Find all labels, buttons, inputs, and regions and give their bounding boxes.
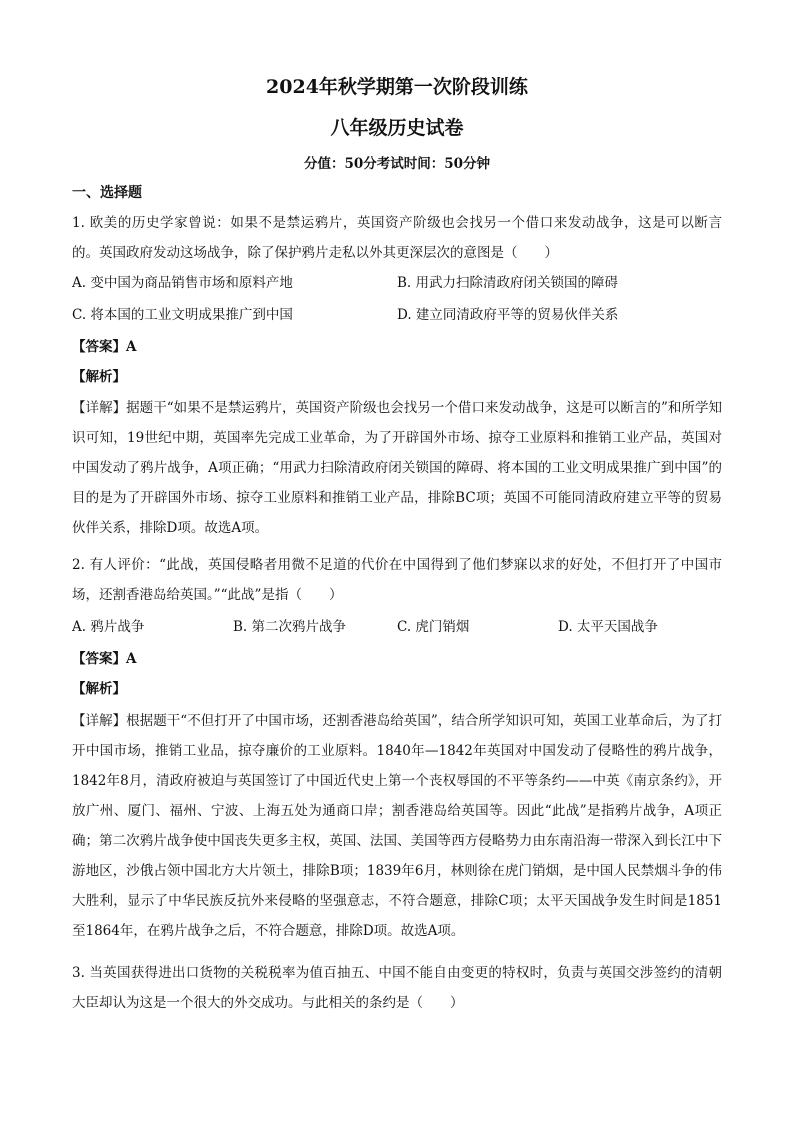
section-heading: 一、选择题 [72, 185, 142, 201]
q1-answer: 【答案】A [72, 339, 137, 355]
q2-answer: 【答案】A [72, 651, 137, 667]
q2-analysis-label: 【解析】 [72, 681, 126, 697]
exam-info: 分值：50分考试时间：50分钟 [303, 156, 491, 172]
q2-option-d: D. 太平天国战争 [558, 619, 658, 635]
exam-subtitle: 八年级历史试卷 [330, 117, 464, 139]
q1-stem: 1. 欧美的历史学家曾说：如果不是禁运鸦片，英国资产阶级也会找另一个借口来发动战争，这是可以断言的。英国政府发动这场战争，除了保护鸦片走私以外其更深层次的意图是（ ） [72, 215, 722, 261]
q1-option-b: B. 用武力扫除清政府闭关锁国的障碍 [397, 275, 619, 291]
q2-detail: 【详解】根据题干“不但打开了中国市场，还割香港岛给英国”，结合所学知识可知，英国工业革命后，为了打开中国市场，推销工业品，掠夺廉价的工业原料。1840年—1842年英国对中国发动了侵略性的鸦片战争，1842年8月，清政府被迫与英国签订了中国近代史上第一个丧权辱国的不平等条约——中英《南京条约》，开放广州、厦门、福州、宁波、上海五处为通商口岸；割香港岛给英国等。因此“此战”是指鸦片战争，A项正确；第二次鸦片战争使中国丧失更多主权，英国、法国、美国等西方侵略势力由东南沿海一带深入到长江中下游地区，沙俄占领中国北方大片领土，排除B项；1839年6月，林则徐在虎门销烟，是中国人民禁烟斗争的伟大胜利，显示了中华民族反抗外来侵略的坚强意志，不符合题意，排除C项；太平天国战争发生时间是1851至1864年，在鸦片战争之后，不符合题意，排除D项。故选A项。 [72, 713, 722, 939]
q1-detail: 【详解】据题干“如果不是禁运鸦片，英国资产阶级也会找另一个借口来发动战争，这是可以断言的”和所学知识可知，19世纪中期，英国率先完成工业革命，为了开辟国外市场、掠夺工业原料和推销工业产品，英国对中国发动了鸦片战争，A项正确；“用武力扫除清政府闭关锁国的障碍、将本国的工业文明成果推广到中国”的目的是为了开辟国外市场、掠夺工业原料和推销工业产品，排除BC项；英国不可能同清政府建立平等的贸易伙伴关系，排除D项。故选A项。 [72, 400, 722, 536]
q3-stem: 3. 当英国获得进出口货物的关税税率为值百抽五、中国不能自由变更的特权时，负责与英国交涉签约的清朝大臣却认为这是一个很大的外交成功。与此相关的条约是（ ） [72, 965, 722, 1011]
exam-title: 2024年秋学期第一次阶段训练 [266, 76, 528, 98]
q2-stem: 2. 有人评价：“此战，英国侵略者用微不足道的代价在中国得到了他们梦寐以求的好处，不但打开了中国市场，还割香港岛给英国。”“此战”是指（ ） [72, 557, 722, 603]
q1-option-c: C. 将本国的工业文明成果推广到中国 [72, 307, 293, 323]
q1-option-a: A. 变中国为商品销售市场和原料产地 [72, 275, 293, 291]
q2-option-b: B. 第二次鸦片战争 [233, 619, 347, 635]
q1-analysis-label: 【解析】 [72, 369, 126, 385]
q2-option-c: C. 虎门销烟 [397, 619, 470, 635]
q2-option-a: A. 鸦片战争 [72, 619, 145, 635]
q1-option-d: D. 建立同清政府平等的贸易伙伴关系 [397, 307, 619, 323]
